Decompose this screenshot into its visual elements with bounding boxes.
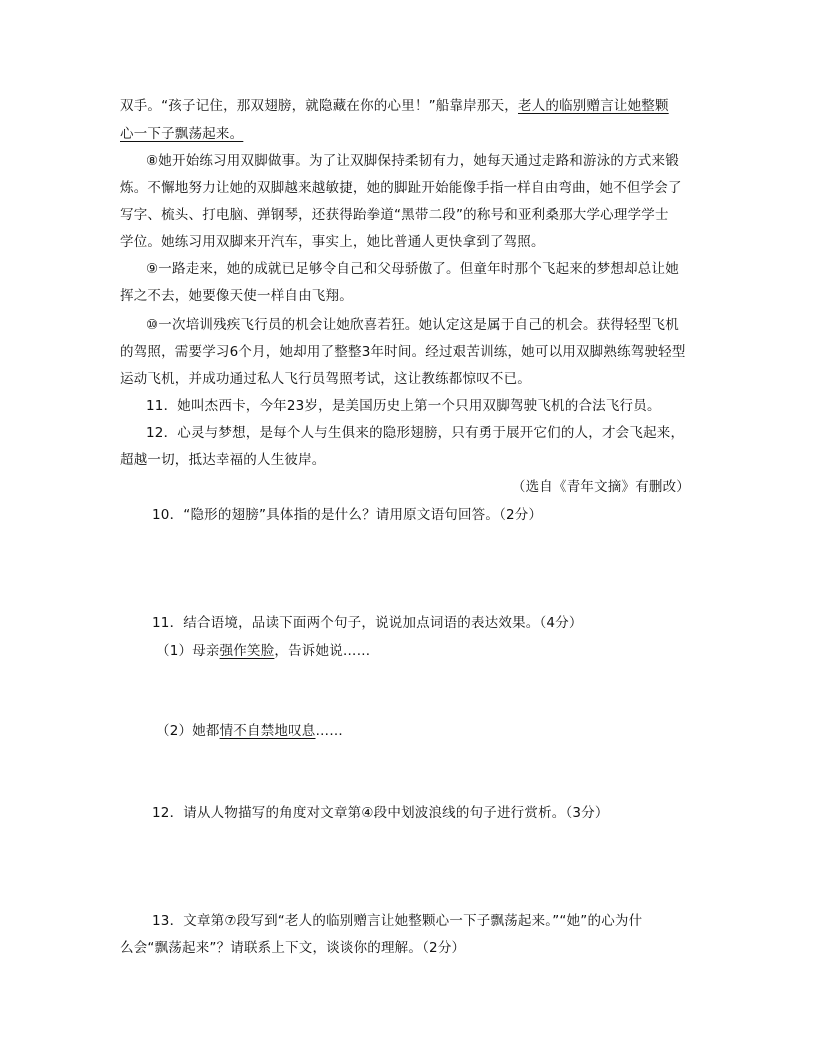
- paragraph-8: ⑧她开始练习用双脚做事。为了让双脚保持柔韧有力，她每天通过走路和游泳的方式来锻: [146, 153, 679, 169]
- text-span: ……: [315, 723, 343, 739]
- question-11-item-1: [156, 642, 370, 660]
- question-13-line: 么会“飘荡起来”？请联系上下文，谈谈你的理解。（2分）: [120, 940, 466, 956]
- paragraph-12-line: 超越一切，抵达幸福的人生彼岸。: [120, 452, 326, 468]
- passage-line: [120, 97, 669, 115]
- text-span: （1）母亲: [156, 643, 220, 659]
- dotted-phrase: 强作笑脸: [219, 643, 275, 659]
- paragraph-11: 11．她叫杰西卡，今年23岁，是美国历史上第一个只用双脚驾驶飞机的合法飞行员。: [146, 398, 661, 414]
- underlined-sentence: 老人的临别赠言让她整颗: [518, 98, 669, 114]
- paragraph-10: ⑩一次培训残疾飞行员的机会让她欣喜若狂。她认定这是属于自己的机会。获得轻型飞机: [146, 317, 679, 333]
- underlined-sentence: 心一下子飘荡起来。: [120, 126, 244, 142]
- source-citation: （选自《青年文摘》有删改）: [511, 479, 690, 495]
- question-13: 13．文章第⑦段写到“老人的临别赠言让她整颗心一下子飘荡起来。”“她”的心为什: [152, 913, 643, 929]
- question-11: 11．结合语境，品读下面两个句子，说说加点词语的表达效果。（4分）: [152, 615, 583, 631]
- text-span: ，告诉她说……: [274, 643, 371, 659]
- paragraph-9-line: 挥之不去，她要像天使一样自由飞翔。: [120, 288, 353, 304]
- paragraph-10-line: 运动飞机，并成功通过私人飞行员驾照考试，这让教练都惊叹不已。: [120, 371, 531, 387]
- question-10: 10．“隐形的翅膀”具体指的是什么？请用原文语句回答。（2分）: [152, 507, 543, 523]
- paragraph-8-line: 学位。她练习用双脚来开汽车，事实上，她比普通人更快拿到了驾照。: [120, 234, 545, 250]
- question-11-item-2: [156, 722, 343, 740]
- paragraph-10-line: 的驾照，需要学习6个月，她却用了整整3年时间。经过艰苦训练，她可以用双脚熟练驾驶轻型: [120, 344, 686, 360]
- paragraph-8-line: 炼。不懈地努力让她的双脚越来越敏捷，她的脚趾开始能像手指一样自由弯曲，她不但学会了: [120, 180, 682, 196]
- paragraph-9: ⑨一路走来，她的成就已足够令自己和父母骄傲了。但童年时那个飞起来的梦想却总让她: [146, 261, 679, 277]
- question-12: 12．请从人物描写的角度对文章第④段中划波浪线的句子进行赏析。（3分）: [152, 805, 609, 821]
- text-span: （2）她都: [156, 723, 220, 739]
- paragraph-8-line: 写字、梳头、打电脑、弹钢琴，还获得跆拳道“黑带二段”的称号和亚利桑那大学心理学学士: [120, 207, 669, 223]
- dotted-phrase: 情不自禁地叹息: [219, 723, 316, 739]
- text-span: 双手。“孩子记住，那双翅膀，就隐藏在你的心里！”船靠岸那天，: [120, 98, 518, 114]
- paragraph-12: 12．心灵与梦想，是每个人与生俱来的隐形翅膀，只有勇于展开它们的人，才会飞起来，: [146, 425, 685, 441]
